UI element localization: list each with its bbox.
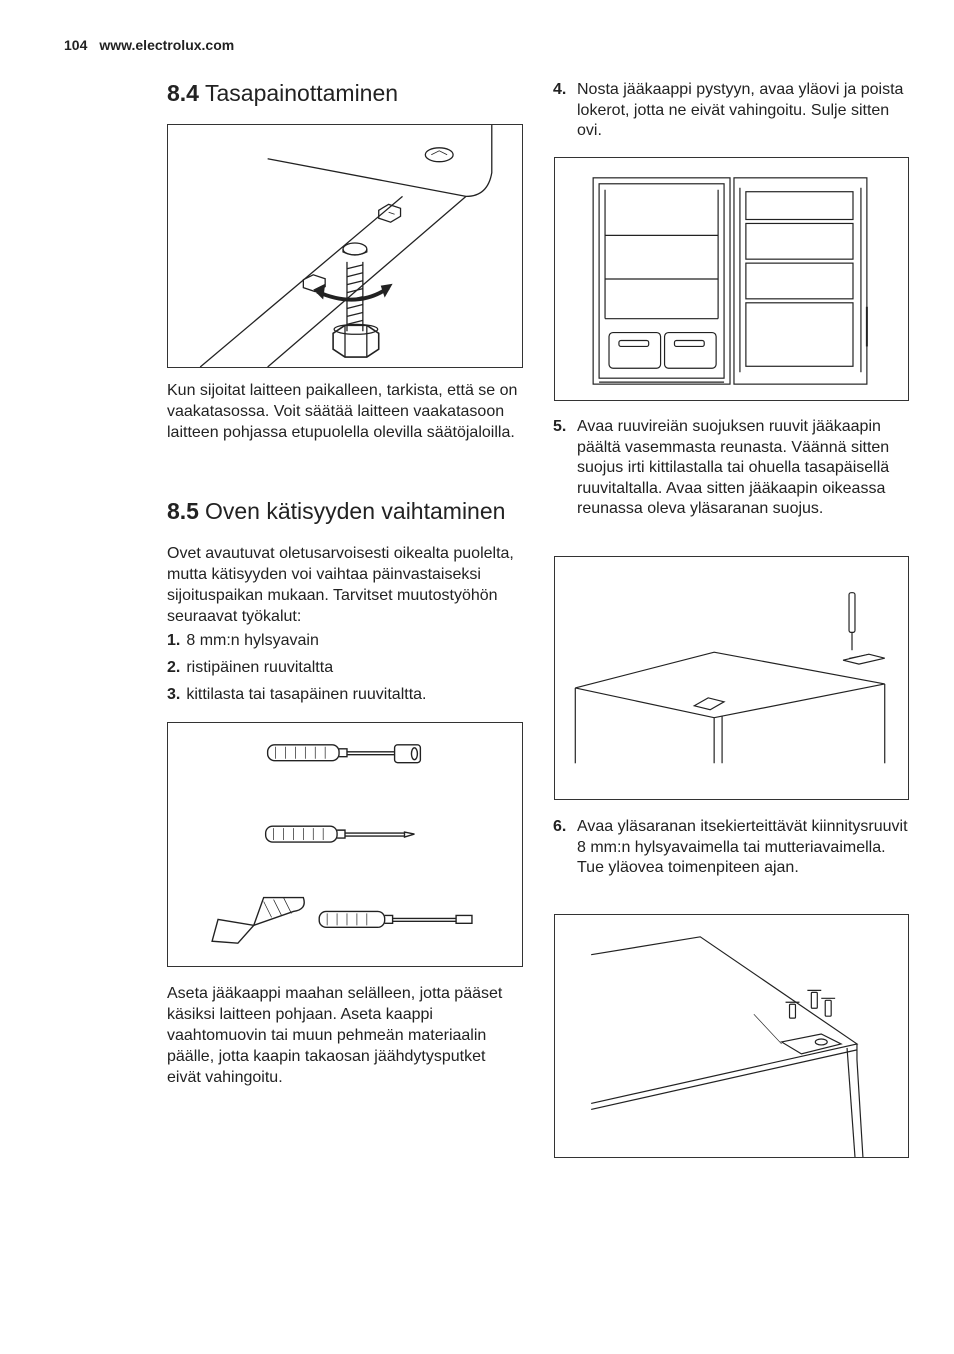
list-item: 2. ristipäinen ruuvitaltta (167, 659, 334, 676)
door-reversal-intro: Ovet avautuvat oletusarvoisesti oikealta puolelta, mutta kätisyyden voi vaihtaa päinvastaiseksi sijoituspaikan mukaan. Tarvitset muutostyöhön seuraavat työkalut: (167, 545, 514, 625)
section-8-5-intro (167, 543, 521, 627)
section-title: Oven kätisyyden vaihtaminen (204, 498, 506, 524)
hinge-cover-illustration (555, 557, 908, 799)
step-text: Avaa yläsaranan itsekierteittävät kiinnitysruuvit 8 mm:n hylsyavaimella tai mutteriavaimella. Tue yläovea toimenpiteen ajan. (577, 818, 908, 876)
step-number: 4. (553, 81, 567, 98)
step-6 (553, 817, 909, 879)
section-8-4-heading (167, 79, 521, 107)
page-number: 104 (64, 37, 88, 53)
leveling-foot-figure (167, 124, 523, 368)
open-fridge-illustration (555, 158, 908, 400)
hinge-screws-illustration (555, 915, 908, 1157)
list-item: 1. 8 mm:n hylsyavain (167, 632, 319, 649)
list-item: 3. kittilasta tai tasapäinen ruuvitaltta. (167, 686, 427, 703)
section-8-4-body (167, 380, 521, 443)
section-8-5-heading (167, 497, 521, 525)
tools-figure (167, 722, 523, 967)
leveling-foot-illustration (168, 125, 522, 367)
tools-illustration (168, 723, 522, 966)
section-number: 8.5 (167, 498, 199, 524)
open-fridge-figure (554, 157, 909, 401)
tools-list (167, 627, 521, 708)
section-8-5-body (167, 983, 521, 1088)
page-header (64, 37, 234, 53)
step-number: 5. (553, 418, 567, 435)
step-5 (553, 417, 909, 520)
step-number: 6. (553, 818, 567, 835)
section-title: Tasapainottaminen (204, 80, 399, 106)
website-url[interactable]: www.electrolux.com (99, 37, 235, 53)
step-text: Avaa ruuvireiän suojuksen ruuvit jääkaapin päältä vasemmasta reunasta. Väännä sitten suojus irti kittilastalla tai ohuella tasapäisellä ruuvitaltalla. Avaa sitten jääkaapin oikeassa reunassa oleva yläsaranan suojus. (577, 418, 890, 517)
hinge-screws-figure (554, 914, 909, 1158)
step-4 (553, 80, 909, 142)
step-text: Nosta jääkaappi pystyyn, avaa yläovi ja poista lokerot, jotta ne eivät vahingoitu. Sulje sitten ovi. (577, 81, 904, 139)
hinge-cover-figure (554, 556, 909, 800)
section-number: 8.4 (167, 80, 199, 106)
lay-down-instructions: Aseta jääkaappi maahan selälleen, jotta pääset käsiksi laitteen pohjaan. Aseta kaappi vaahtomuovin tai muun pehmeän materiaalin päälle, jotta kaapin takaosan jäähdytysputket eivät vahingoitu. (167, 985, 503, 1086)
leveling-description: Kun sijoitat laitteen paikalleen, tarkista, että se on vaakatasossa. Voit säätää laitteen vaakatasoon laitteen pohjassa etupuolella olevilla säätöjaloilla. (167, 382, 518, 441)
